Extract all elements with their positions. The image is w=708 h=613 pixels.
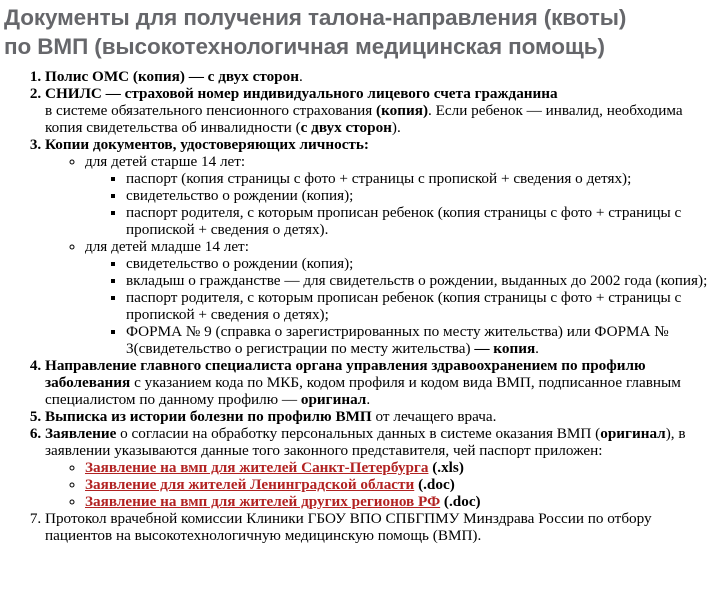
list-item-referral: 4. Направление главного специалиста органа управления здравоохранением по профилю заболевания с указанием кода по МКБ, кодом профиля и кодом вида ВМП, подписанное главным специалистом по данному профилю — оригинал. <box>45 357 708 408</box>
list-item-snils: 2. СНИЛС — страховой номер индивидуального лицевого счета гражданина в системе обязательного пенсионного страхования (копия). Если ребенок — инвалид, необходима копия свидетельства об инвалидности (с двух сторон). <box>45 85 708 136</box>
list-item-protocol: 7. Протокол врачебной комиссии Клиники ГБОУ ВПО СПБГПМУ Минздрава России по отбору пациентов на высокотехнологичную медицинскую помощь (ВМП). <box>45 510 708 544</box>
link-item: ◦ Заявление для жителей Ленинградской области (.doc) <box>85 476 708 493</box>
list-item: ▪ паспорт родителя, с которым прописан ребенок (копия страницы с фото + страницы с пропиской + сведения о детях); <box>126 289 708 323</box>
link-item: ◦ Заявление на вмп для жителей других регионов РФ (.doc) <box>85 493 708 510</box>
document-list <box>0 68 708 544</box>
lenoblast-application-link[interactable]: Заявление для жителей Ленинградской области <box>85 476 415 493</box>
title-line-1: Документы для получения талона-направления (квоты) <box>4 5 627 30</box>
page-title <box>4 3 704 61</box>
list-item: ▪ вкладыш о гражданстве — для свидетельств о рождении, выданных до 2002 года (копия); <box>126 272 708 289</box>
list-item-policy: 1. Полис ОМС (копия) — с двух сторон. <box>45 68 708 85</box>
list-item: ▪ свидетельство о рождении (копия); <box>126 187 708 204</box>
sublist-older-14: ◦ для детей старше 14 лет: ▪ паспорт (копия страницы с фото + страницы с пропиской + сведения о детях); ▪ свидетельство о рождении (копия); ▪ паспорт родителя, с которым прописан ребенок (копия страницы с фото + страницы с пропиской + сведения о детях). <box>85 153 708 238</box>
list-item-forma: ▪ ФОРМА № 9 (справка о зарегистрированных по месту жительства) или ФОРМА № 3(свидетельство о регистрации по месту жительства) — копия. <box>126 323 708 357</box>
list-item-application: 6. Заявление о согласии на обработку персональных данных в системе оказания ВМП (оригинал), в заявлении указываются данные того законного представителя, чей паспорт приложен: ◦ Заявление на вмп для жителей Санкт-Петербурга (.xls) ◦ Заявление для жителей Ленинградской области (.doc) ◦ Заявление на вмп для жителей других регионов РФ (.doc) <box>45 425 708 510</box>
title-line-2: по ВМП (высокотехнологичная медицинская помощь) <box>4 34 605 59</box>
list-item-extract: 5. Выписка из истории болезни по профилю ВМП от лечащего врача. <box>45 408 708 425</box>
spb-application-link[interactable]: Заявление на вмп для жителей Санкт-Петербурга <box>85 459 429 476</box>
list-item-identity-docs: 3. Копии документов, удостоверяющих личность: ◦ для детей старше 14 лет: ▪ паспорт (копия страницы с фото + страницы с пропиской + сведения о детях); ▪ свидетельство о рождении (копия); ▪ паспорт родителя, с которым прописан ребенок (копия страницы с фото + страницы с пропиской + сведения о детях). ◦ для детей младше 14 лет: ▪ свидетельство о рождении (копия); ▪ вкладыш о гражданстве — для свидетельств о рождении, выданных до 2002 года (копия); ▪ паспорт родителя, с которым прописан ребенок (копия страницы с фото + страницы с пропиской + сведения о детях); ▪ ФОРМА № 9 (справка о зарегистрированных по месту жительства) или ФОРМА № 3(свидетельство о регистрации по месту жительства) — копия. <box>45 136 708 357</box>
other-regions-application-link[interactable]: Заявление на вмп для жителей других регионов РФ <box>85 493 441 510</box>
list-item: ▪ свидетельство о рождении (копия); <box>126 255 708 272</box>
list-item: ▪ паспорт родителя, с которым прописан ребенок (копия страницы с фото + страницы с пропиской + сведения о детях). <box>126 204 708 238</box>
list-item: ▪ паспорт (копия страницы с фото + страницы с пропиской + сведения о детях); <box>126 170 708 187</box>
sublist-younger-14: ◦ для детей младше 14 лет: ▪ свидетельство о рождении (копия); ▪ вкладыш о гражданстве — для свидетельств о рождении, выданных до 2002 года (копия); ▪ паспорт родителя, с которым прописан ребенок (копия страницы с фото + страницы с пропиской + сведения о детях); ▪ ФОРМА № 9 (справка о зарегистрированных по месту жительства) или ФОРМА № 3(свидетельство о регистрации по месту жительства) — копия. <box>85 238 708 357</box>
link-item: ◦ Заявление на вмп для жителей Санкт-Петербурга (.xls) <box>85 459 708 476</box>
